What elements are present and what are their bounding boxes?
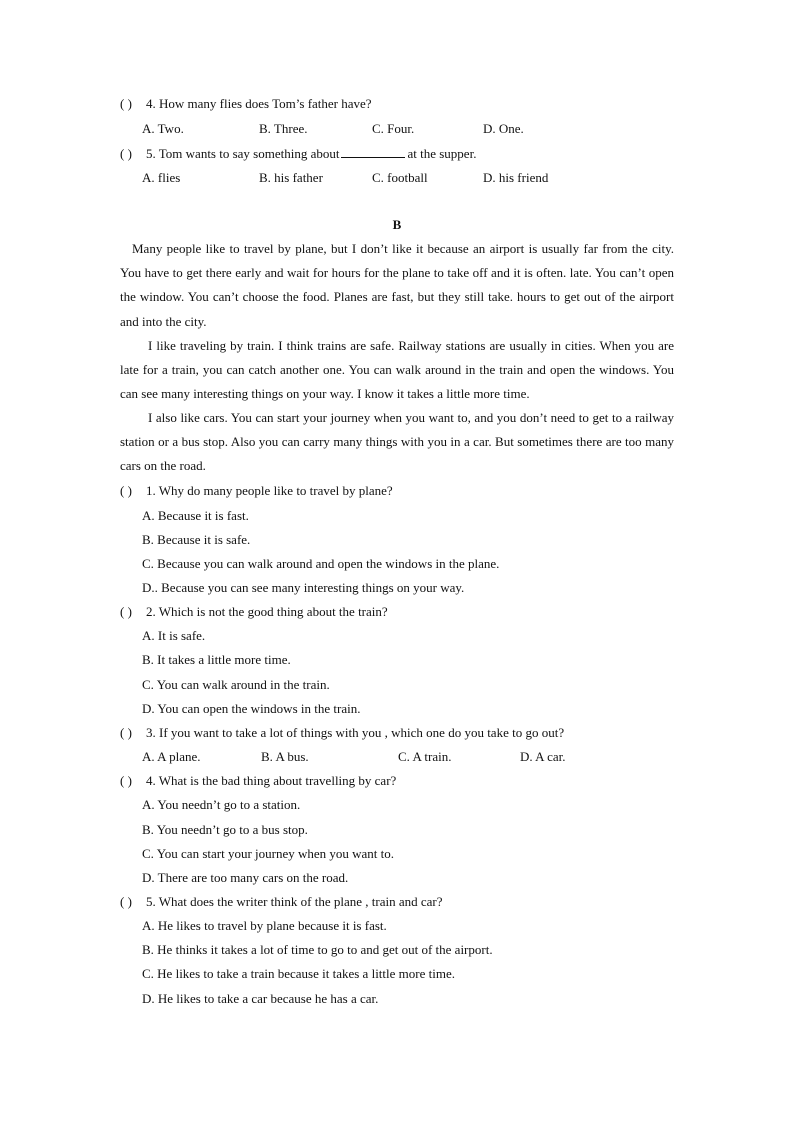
option-a: A. He likes to travel by plane because it is fast.: [142, 918, 387, 933]
option-a: A. Two.: [142, 121, 184, 136]
option-a: A. You needn’t go to a station.: [142, 797, 301, 812]
option-a: A. It is safe.: [142, 628, 206, 643]
option-b: B. It takes a little more time.: [142, 652, 291, 667]
question-text-end: at the supper.: [407, 146, 477, 161]
option-b: B. A bus.: [261, 749, 309, 764]
question-text: 3. If you want to take a lot of things with you , which one do you take to go out?: [146, 725, 565, 740]
option-b: B. his father: [259, 170, 323, 185]
question-a4: [120, 96, 372, 112]
passage-paragraph-2: I like traveling by train. I think trains are safe. Railway stations are usually in cities. When you are late for a train, you can catch another one. You can walk around in the train and open the windows. You can see many interesting things on your way. I know it takes a little more time.: [120, 338, 674, 402]
option-a: A. flies: [142, 170, 181, 185]
question-text-start: 5. Tom wants to say something about: [146, 146, 340, 161]
option-c: C. Because you can walk around and open the windows in the plane.: [142, 556, 500, 571]
option-c: C. You can walk around in the train.: [142, 677, 330, 692]
option-c: C. Four.: [372, 121, 415, 136]
answer-bracket: ( ): [120, 96, 132, 111]
fill-in-blank: [341, 145, 405, 158]
answer-bracket: ( ): [120, 483, 132, 498]
option-d: D. He likes to take a car because he has a car.: [142, 991, 379, 1006]
question-b4: [120, 773, 396, 789]
option-d: D.. Because you can see many interesting things on your way.: [142, 580, 465, 595]
answer-bracket: ( ): [120, 894, 132, 909]
option-d: D. One.: [483, 121, 524, 136]
option-b: B. Three.: [259, 121, 308, 136]
passage-paragraph-1: Many people like to travel by plane, but I don’t like it because an airport is usually far from the city. You have to get there early and wait for hours for the plane to take off and it is often. late. You can’t open the window. You can’t choose the food. Planes are fast, but they still take. hours to get out of the airport and into the city.: [120, 241, 674, 329]
question-text: 1. Why do many people like to travel by plane?: [146, 483, 393, 498]
question-b3: [120, 725, 564, 741]
section-title: B: [392, 217, 402, 232]
option-d: D. You can open the windows in the train.: [142, 701, 361, 716]
option-b: B. He thinks it takes a lot of time to go to and get out of the airport.: [142, 942, 493, 957]
option-c: C. You can start your journey when you want to.: [142, 846, 395, 861]
question-text: 4. What is the bad thing about travelling by car?: [146, 773, 397, 788]
option-c: C. A train.: [398, 749, 452, 764]
question-b1: [120, 483, 393, 499]
option-b: B. You needn’t go to a bus stop.: [142, 822, 308, 837]
option-c: C. He likes to take a train because it takes a little more time.: [142, 966, 455, 981]
option-c: C. football: [372, 170, 428, 185]
answer-bracket: ( ): [120, 725, 132, 740]
question-text: 2. Which is not the good thing about the train?: [146, 604, 388, 619]
answer-bracket: ( ): [120, 604, 132, 619]
answer-bracket: ( ): [120, 146, 132, 161]
question-a5: [120, 145, 476, 162]
option-a: A. A plane.: [142, 749, 201, 764]
passage-paragraph-3: I also like cars. You can start your journey when you want to, and you don’t need to get to a railway station or a bus stop. Also you can carry many things with you in a car. But sometimes there are too many cars on the road.: [120, 410, 674, 474]
answer-bracket: ( ): [120, 773, 132, 788]
option-d: D. There are too many cars on the road.: [142, 870, 349, 885]
option-a: A. Because it is fast.: [142, 508, 249, 523]
question-b2: [120, 604, 388, 620]
question-text: 5. What does the writer think of the plane , train and car?: [146, 894, 443, 909]
option-d: D. A car.: [520, 749, 566, 764]
option-d: D. his friend: [483, 170, 549, 185]
option-b: B. Because it is safe.: [142, 532, 251, 547]
question-b5: [120, 894, 443, 910]
question-text: 4. How many flies does Tom’s father have?: [146, 96, 372, 111]
